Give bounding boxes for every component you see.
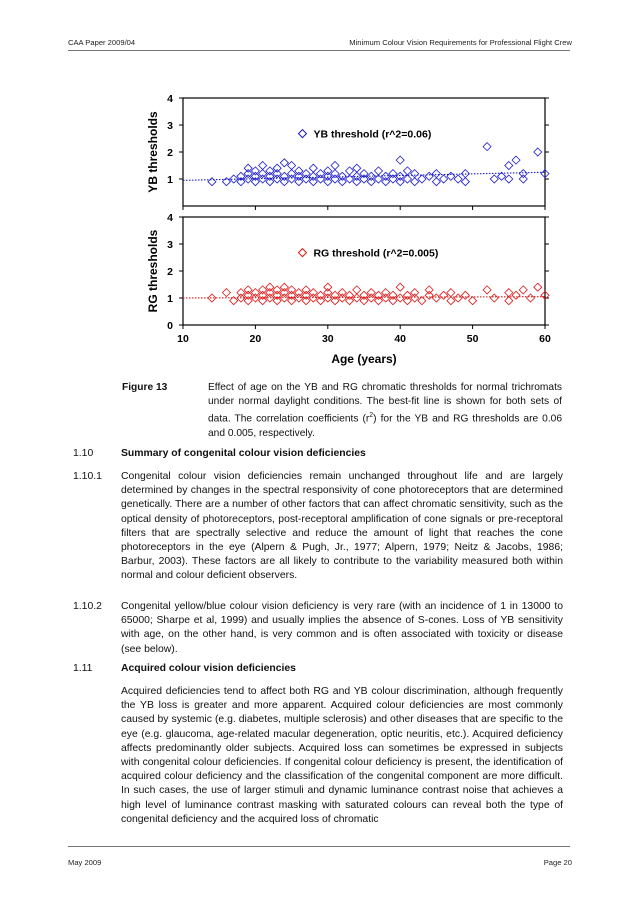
- rg-data-point: [490, 294, 498, 302]
- yb-data-point: [519, 175, 527, 183]
- yb-y-tick-label: 4: [167, 93, 173, 105]
- footer-right: Page 20: [543, 858, 572, 867]
- yb-data-point: [208, 178, 216, 186]
- yb-y-tick-label: 2: [167, 147, 173, 159]
- rg-data-point: [396, 283, 404, 291]
- caption-superscript: 2: [369, 412, 374, 420]
- yb-y-tick-label: 3: [167, 120, 173, 132]
- yb-data-point: [396, 156, 404, 164]
- rg-data-point: [505, 297, 513, 305]
- yb-plot-frame: [183, 98, 545, 206]
- yb-data-point: [505, 162, 513, 170]
- rg-plot-frame: [183, 217, 545, 325]
- yb-legend-marker: [298, 130, 306, 138]
- rg-y-tick-label: 1: [167, 293, 173, 305]
- rg-y-tick-label: 4: [167, 212, 173, 224]
- figure-label: Figure 13: [122, 382, 168, 393]
- rg-data-point: [425, 286, 433, 294]
- rg-y-tick-label: 2: [167, 266, 173, 278]
- yb-data-point: [331, 162, 339, 170]
- x-tick-label: 60: [539, 333, 551, 345]
- running-header-right: Minimum Colour Vision Requirements for Professional Flight Crew: [349, 38, 572, 47]
- running-header-left: CAA Paper 2009/04: [68, 38, 136, 47]
- yb-y-axis-title: YB thresholds: [146, 111, 160, 193]
- rg-y-axis-title: RG thresholds: [146, 229, 160, 313]
- yb-data-point: [259, 162, 267, 170]
- x-axis-title: Age (years): [331, 352, 397, 366]
- footer-left: May 2009: [68, 858, 102, 867]
- yb-data-point: [374, 167, 382, 175]
- paragraph-text: Congenital colour vision deficiencies remain unchanged throughout life and are largely determined by changes in the spectral responsivity of cone photoreceptors that are determined genetically. There are a number of other factors that can affect chromatic sensitivity, such as the optical density of photoreceptors, post-receptoral amplification of cone signals or pre-receptoral filters that are spectrally selective and reduce the amount of light that reaches the cone photoreceptors in the eye (Alpern & Pugh, Jr., 1977; Alpern, 1979; Neitz & Jacobs, 1986; Barbur, 2003). These factors are all likely to contribute to the variability measured both within normal and colour deficient observers.: [121, 471, 563, 582]
- header-rule: [68, 50, 570, 51]
- section-title: Summary of congenital colour vision deficiencies: [121, 448, 366, 459]
- rg-data-point: [208, 294, 216, 302]
- yb-data-point: [309, 164, 317, 172]
- section-title: Acquired colour vision deficiencies: [121, 663, 296, 674]
- rg-data-point: [324, 283, 332, 291]
- rg-data-point: [527, 294, 535, 302]
- section-number: 1.11: [73, 663, 93, 674]
- yb-y-tick-label: 1: [167, 174, 173, 186]
- x-tick-label: 30: [321, 333, 334, 345]
- paragraph-text: Congenital yellow/blue colour vision deficiency is very rare (with an incidence of 1 in 13000 to 65000; Sharpe et al, 1999) and usually implies the absence of S-cones. Loss of YB sensitivity with age, on the other hand, is very common and is often associated with toxicity or disease (see below).: [121, 601, 563, 655]
- yb-data-point: [534, 148, 542, 156]
- rg-data-point: [222, 289, 230, 297]
- x-tick-label: 50: [466, 333, 479, 345]
- x-tick-label: 10: [177, 333, 189, 345]
- rg-y-tick-label: 3: [167, 239, 173, 251]
- x-tick-label: 20: [249, 333, 262, 345]
- rg-legend-label: RG threshold (r^2=0.005): [313, 247, 439, 260]
- rg-y-tick-label: 0: [167, 320, 173, 332]
- rg-data-point: [483, 286, 491, 294]
- yb-data-point: [519, 170, 527, 178]
- rg-data-point: [519, 286, 527, 294]
- paragraph-text: Acquired deficiencies tend to affect both RG and YB colour discrimination, although frequently the YB loss is greater and more apparent. Acquired colour deficiencies are most commonly caused by systemic (e.g. diabetes, multiple sclerosis) and other diseases that are specific to the eye (e.g. glaucoma, age-related macular degeneration, optic neuritis, etc.). Acquired deficiency affects predominantly older subjects. Acquired loss can sometimes be expressed in subjects with congenital colour deficiencies. If congenital colour deficiency is present, the identification of acquired colour deficiency and the classification of the congenital component are more difficult. In such cases, the use of larger stimuli and dynamic luminance contrast noise that achieves a high level of luminance contrast masking with saturated colours can reveal both the type of congenital deficiency and the acquired loss of chromatic: [121, 686, 563, 825]
- rg-data-point: [469, 297, 477, 305]
- rg-data-point: [353, 286, 361, 294]
- yb-legend-label: YB threshold (r^2=0.06): [313, 128, 432, 141]
- caption-part-1: Effect of age on the YB and RG chromatic thresholds for normal trichromats under normal daylight conditions. The best-fit line is shown for both sets of data. The correlation coefficients (r: [208, 382, 562, 425]
- caption-part-2: ) for the YB and RG thresholds are 0.06 and 0.005, respectively.: [208, 413, 563, 439]
- yb-data-point: [483, 143, 491, 151]
- figure-caption-text: [208, 381, 562, 441]
- rg-data-point: [534, 283, 542, 291]
- paragraph-number: 1.10.2: [73, 601, 102, 612]
- yb-data-point: [512, 156, 520, 164]
- x-tick-label: 40: [394, 333, 407, 345]
- paragraph-number: 1.10.1: [73, 471, 102, 482]
- rg-legend-marker: [298, 249, 306, 257]
- footer-rule: [68, 846, 570, 847]
- figure-13-chart: [110, 86, 560, 368]
- section-number: 1.10: [73, 448, 94, 459]
